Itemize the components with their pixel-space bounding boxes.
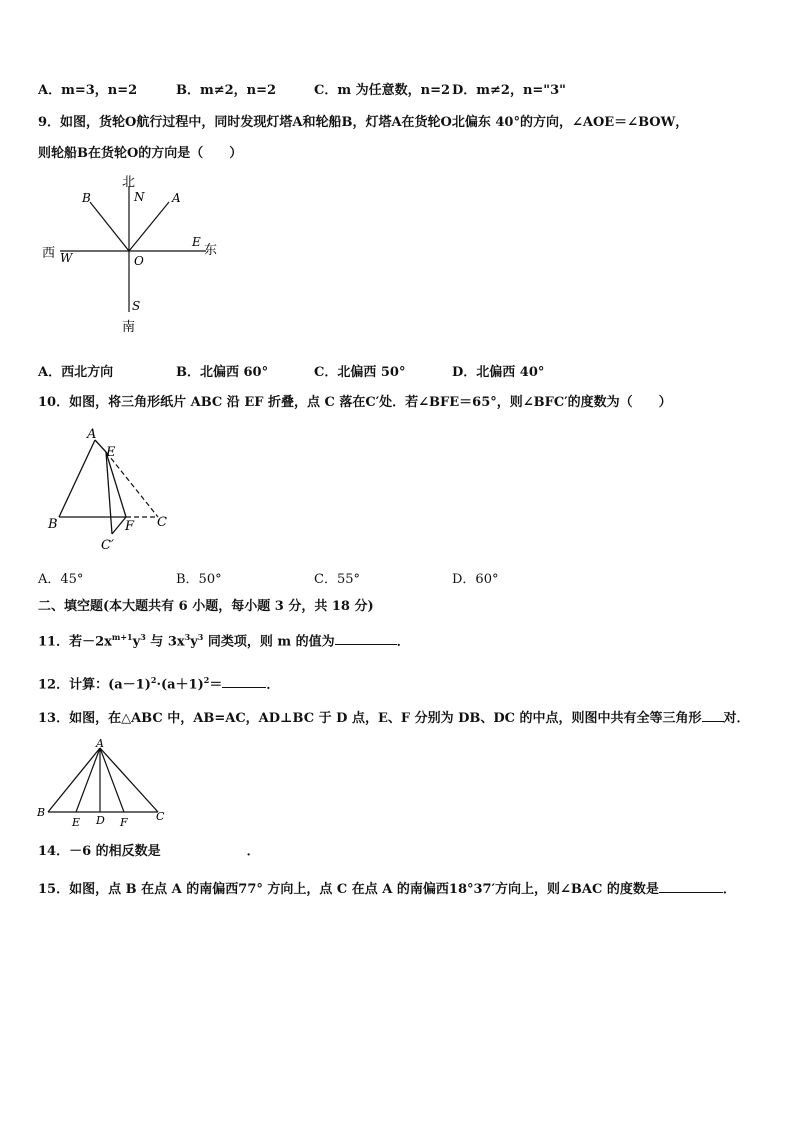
ray-oa [129, 202, 169, 251]
label-o: O [134, 254, 144, 268]
side-c-prime-f [112, 517, 126, 534]
q11-end: ． [396, 634, 410, 650]
q9-text-line2: 则轮船B在货轮O的方向是（ ） [38, 146, 243, 161]
label-e: E [192, 235, 201, 249]
q12-answer-blank[interactable] [222, 673, 266, 688]
q10-option-c: C．55° [314, 572, 360, 587]
q13-text [38, 707, 750, 728]
label-a: A [87, 427, 97, 442]
q14-body: 14．－6 的相反数是 [38, 844, 161, 859]
q15-text [38, 878, 736, 899]
label-a: A [172, 191, 181, 205]
q10-option-b: B．50° [176, 572, 222, 587]
label-c: C [156, 810, 165, 823]
label-north: 北 [122, 175, 136, 190]
q13-triangle-figure [36, 736, 170, 832]
label-a: A [96, 737, 104, 750]
section-heading-fill-in: 二、填空题(本大题共有 6 小题，每小题 3 分，共 18 分) [38, 599, 374, 614]
side-ec-prime [106, 452, 112, 534]
q12-prefix: 12．计算：(a－1) [38, 677, 151, 693]
q11-answer-blank[interactable] [335, 630, 397, 645]
q15-end: ． [722, 882, 736, 897]
q15-answer-blank[interactable] [659, 878, 723, 893]
q9-option-c: C．北偏西 50° [314, 365, 406, 380]
label-east: 东 [204, 243, 218, 258]
q11-mid3: y [190, 634, 198, 650]
q11-prefix: 11．若－2x [38, 634, 112, 650]
q8-option-b: B．m≠2，n=2 [176, 83, 277, 98]
q11-mid2: 与 3x [145, 634, 185, 650]
segment-af [100, 748, 124, 812]
q12-exp2: 2 [203, 675, 210, 685]
q8-option-d: D．m≠2，n="3" [452, 83, 566, 98]
side-ab [59, 440, 95, 517]
label-w: W [60, 251, 73, 265]
label-f: F [125, 519, 135, 534]
q14-end: ． [246, 844, 260, 859]
label-e: E [106, 445, 116, 460]
side-ac [100, 748, 158, 812]
q9-text-line1: 9．如图，货轮O航行过程中，同时发现灯塔A和轮船B，灯塔A在货轮O北偏东 40°的方向，∠AOE＝∠BOW， [38, 115, 689, 130]
label-south: 南 [122, 320, 136, 335]
q12-suffix: ＝ [209, 677, 223, 693]
q11-text [38, 628, 410, 651]
q8-option-a: A．m=3，n=2 [38, 83, 138, 98]
q11-suffix: 同类项，则 m 的值为 [203, 634, 335, 650]
q9-option-b: B．北偏西 60° [176, 365, 269, 380]
label-b: B [48, 517, 58, 532]
ray-ob [90, 202, 129, 251]
q10-text: 10．如图，将三角形纸片 ABC 沿 EF 折叠，点 C 落在C′处．若∠BFE＝65°，则∠BFC′的度数为（ ） [38, 395, 672, 410]
label-d: D [96, 814, 105, 827]
q12-text [38, 671, 279, 694]
side-ae [95, 440, 106, 452]
label-c-prime: C′ [101, 538, 114, 553]
label-e: E [72, 816, 81, 829]
side-ec-dashed [106, 452, 158, 517]
label-n: N [134, 190, 145, 204]
q13-body: 13．如图，在△ABC 中，AB=AC，AD⊥BC 于 D 点，E、F 分别为 DB、DC 的中点，则图中共有全等三角形 [38, 711, 702, 726]
q9-option-d: D．北偏西 40° [452, 365, 545, 380]
label-west: 西 [42, 246, 56, 261]
q11-exp4: 3 [197, 632, 204, 642]
q9-option-a: A．西北方向 [38, 365, 114, 380]
q11-exp1: m+1 [111, 632, 133, 642]
label-b: B [37, 806, 46, 819]
q12-end: ． [266, 677, 280, 693]
segment-ae [76, 748, 100, 812]
q10-option-d: D．60° [452, 572, 499, 587]
q11-exp2: 3 [140, 632, 146, 642]
label-c: C [157, 515, 167, 530]
label-f: F [120, 816, 128, 829]
q11-exp3: 3 [184, 632, 191, 642]
q13-answer-blank[interactable] [702, 707, 724, 722]
q11-mid1: y [132, 634, 141, 650]
side-ab [48, 748, 100, 812]
label-b: B [82, 191, 91, 205]
q15-body: 15．如图，点 B 在点 A 的南偏西77° 方向上，点 C 在点 A 的南偏西18°37′方向上，则∠BAC 的度数是 [38, 882, 659, 897]
q10-option-a: A．45° [38, 572, 84, 587]
q9-compass-figure [38, 172, 228, 337]
label-s: S [132, 299, 141, 313]
q8-option-c: C．m 为任意数，n=2 [314, 83, 451, 98]
q14-text [38, 843, 260, 861]
q12-mid: ·(a＋1) [156, 677, 204, 693]
q12-exp1: 2 [150, 675, 157, 685]
q10-fold-figure [40, 422, 180, 556]
q13-end: 对． [723, 711, 750, 726]
